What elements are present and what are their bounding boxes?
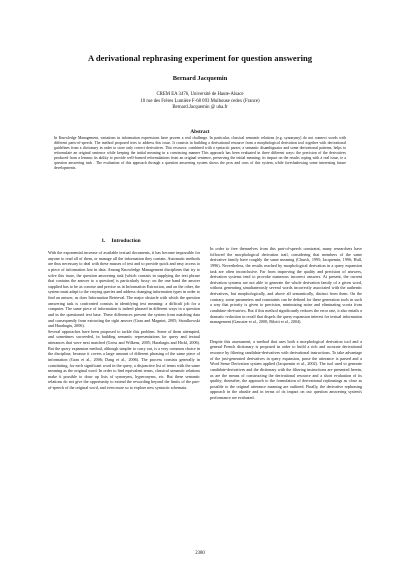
- section-number: 1.: [101, 238, 106, 244]
- paper-title: A derivational rephrasing experiment for question answering: [87, 53, 313, 63]
- affiliation-line-1: CREM EA 3476, Université de Haute-Alsace: [156, 92, 244, 97]
- left-column: [48, 250, 200, 391]
- left-paragraph-1: With the exponential increase of available textual documents, it has become impossible for anyone to read all of them, or manage all the information they contain. Automatic methods are thus necessary to deal with these masses of text and to provide quick and easy access to a piece of information lost in data. Among Knowledge Management disciplines that try to solve this issue, the question answering task [which consists in supplying the text phrase that contains the answer to a question] is particularly fussy: on the one hand the answer supplied has to be as concise and precise as in Information Extraction, and on the other, the system must adapt to the varying queries and address changing information types in order to find an answer, as does Information Retrieval. The major obstacle with which the question answering task is confronted consists in identifying text meaning: a difficult job for a computer. The same piece of information is indeed phrased in different ways in a question and in the questioned text base. These differences prevent the system from matching data and consequently from extracting the right answer (Grau and Magnini, 2005; Strzalkowski and Harabagiu, 2006).: [48, 250, 200, 329]
- left-paragraph-2: Several approaches have been proposed to tackle this problem. Some of them attempted, and sometimes succeeded, in building semantic representations for query and textual utterances that were next matched (Gross and Wilkens, 2005; Harabagiu and Hickl, 2006). But the query expansion method, although simpler to carry out, is a very common choice in the discipline, because it covers a large amount of different phrasing of the same piece of information (Grau et al., 2006; Dang et al., 2006). The process consists generally in constituting, for each significant word in the query, a disjunctive list of terms with the same meaning as the original word. In order to find equivalent terms, classical semantic relations make it possible to draw up lists of synonyms, hyperonyms, etc. But these semantic relations do not give the opportunity to extend the rewording beyond the limits of the part-of-speech of the original word, and even more so to explore new syntactic schemata.: [48, 328, 200, 390]
- section-title: Introduction: [111, 238, 141, 244]
- abstract-text: In Knowledge Management, variations in information expressions have proven a real challenge. In particular, classical semantic relations (e.g. synonymy) do not connect words with different parts-of-speech. The method proposed tries to address this issue. It consists in building a derivational resource from a morphological derivation tool together with derivational guidelines from a dictionary in order to store only correct derivatives. This resource, combined with a syntactic parser, a semantic disambiguator and some derivational patterns, helps to reformulate an original sentence while keeping the initial meaning in a convincing manner This approach has been evaluated in three different ways: the precision of the derivatives produced from a lemma; its ability to provide well-formed reformulations from an original sentence, preserving the initial meaning; its impact on the results coping with a real issue, ie a question answering task . The evaluation of this approach through a question answering system shows the pros and cons of this system, while foreshadowing some interesting future developments.: [54, 136, 346, 171]
- affiliation-email: Bernard.Jacquemin @ uha.fr: [172, 105, 228, 111]
- right-paragraph-1-text: In order to free themselves from this part-of-speech constraint, many researchers have followed the morphological derivation trail, considering that members of the same derivative family have roughly the same meaning (Church, 1995; Jacquemin, 1996; Hull, 1996). Nevertheless, the results reached by morphological derivation in a query expansion task are often inconclusive. Far from improving the quality and precision of answers, derivation systems tend to provoke numerous incorrect answers. At present, the current derivation systems are not able to generate the whole derivation family of a given word, without generating simultaneously several words incorrectly associated with the authentic derivatives, but morphologically, and above all semantically, distinct from them. On the contrary, some parameters and constraints can be defined for these generation tools in such a way that priority is given to precision, minimizing noise and eliminating scoria from: [210, 246, 362, 308]
- right-column: [210, 246, 362, 401]
- right-paragraph-1-text-end: . But if this method significantly reduces the error rate, it also entails a dramatic reduction in recall that dispels the query expansion interest for textual information management (Gaussier et al., 2000; Bilotti et al., 2004).: [210, 307, 362, 325]
- right-paragraph-1: [210, 246, 362, 325]
- author-name: Bernard Jacquemin: [172, 75, 228, 82]
- abstract-heading: Abstract: [190, 129, 210, 135]
- affiliation-block: [30, 92, 370, 112]
- right-paragraph-2: Despite this assessment, a method that uses both a morphological derivation tool and a general French dictionary is proposed in order to build a rich and accurate derivational resource by filtering candidate-derivatives with derivational instructions. To take advantage of the just-generated derivatives in query expansion, parse the utterance is parsed and a Word Sense Derivation system applied (Jacquemin et al., 2002). The tool used to generate candidate-derivatives and the dictionary with the filtering instructions are presented herein, as are the means of constructing the derivational resource and a short evaluation of its quality; thereafter, the approach to the formulation of derivational rephrasings as close as possible to the original utterance meaning are outlined. Finally, the derivative rephrasing approach in the abuslte and in terms of its impact on our question answering system's performance are evaluated.: [210, 338, 362, 400]
- page-number: 2380: [195, 551, 205, 556]
- affiliation-line-2: 10 rue des Frères Lumière F-68 093 Mulhouse cedex (France): [140, 98, 260, 104]
- right-paragraph-1-emphasis: candidate-derivatives: [210, 307, 246, 313]
- section-heading-introduction: [48, 238, 200, 245]
